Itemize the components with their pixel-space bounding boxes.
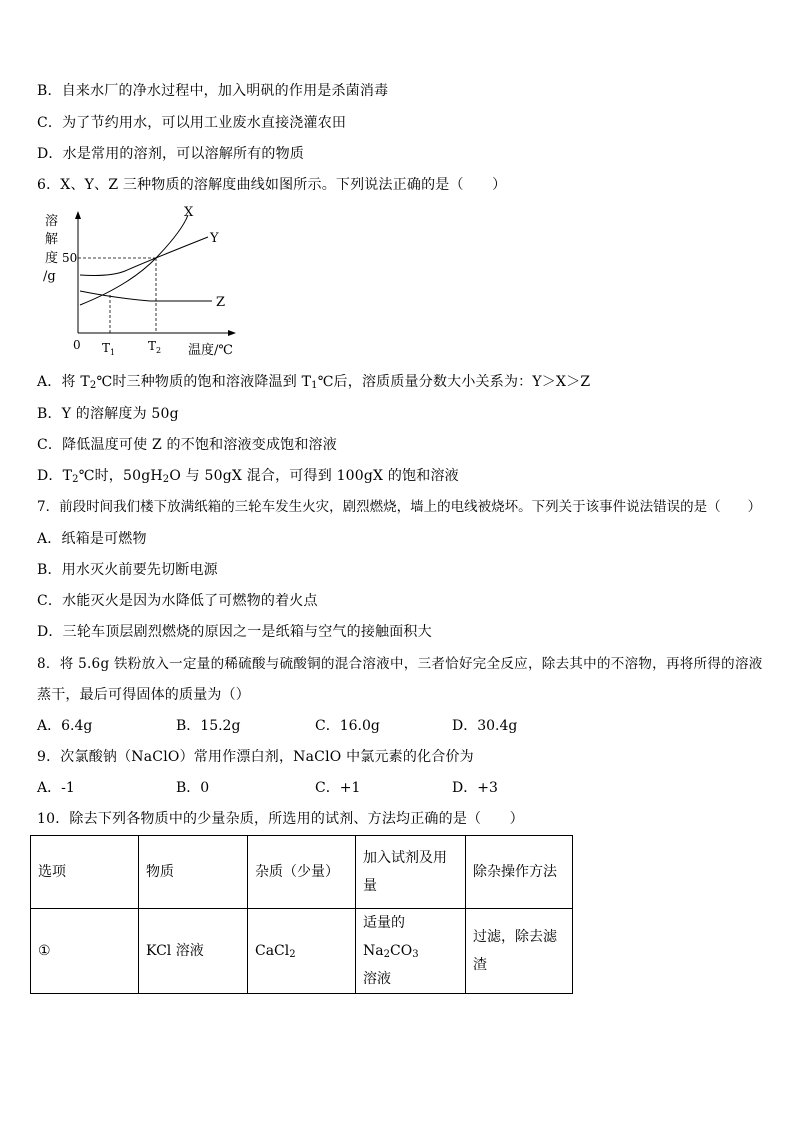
curve-z-label: Z — [216, 295, 226, 310]
header-reagent: 加入试剂及用量 — [356, 836, 466, 909]
curve-y-label: Y — [210, 231, 219, 246]
q9-option-b: B．0 — [176, 780, 210, 796]
q6-option-d: D．$T_2℃$时，$50gH_2O$ 与 50gX 混合，可得到 100gX 的饱和溶液 — [37, 468, 459, 485]
origin-label: 0 — [73, 338, 81, 352]
q7-option-c: C．水能灭火是因为水降低了可燃物的着火点 — [37, 593, 318, 609]
cell-reagent: 适量的 $Na_2CO_3$ 溶液 — [356, 909, 466, 994]
q7-option-d: D．三轮车顶层剧烈燃烧的原因之一是纸箱与空气的接触面积大 — [37, 624, 432, 640]
header-method: 除杂操作方法 — [466, 836, 573, 909]
q9-stem: 9．次氯酸钠（NaClO）常用作漂白剂，NaClO 中氯元素的化合价为 — [37, 749, 474, 765]
q6-option-b: B．Y 的溶解度为 50g — [37, 406, 179, 422]
x-axis-arrow — [228, 330, 236, 336]
curve-y — [80, 237, 208, 276]
y-label-unit: /g — [43, 269, 56, 284]
q6-option-c: C．降低温度可使 Z 的不饱和溶液变成饱和溶液 — [37, 437, 337, 453]
cell-method: 过滤，除去滤渣 — [466, 909, 573, 994]
q7-stem: 7．前段时间我们楼下放满纸箱的三轮车发生火灾，剧烈燃烧，墙上的电线被烧坏。下列关于该事件说法错误的是（ ） — [37, 499, 762, 515]
q6-stem: 6．X、Y、Z 三种物质的溶解度曲线如图所示。下列说法正确的是（ ） — [37, 177, 507, 193]
q9-option-d: D．+3 — [452, 780, 498, 796]
q5-option-d: D．水是常用的溶剂，可以溶解所有的物质 — [37, 146, 305, 162]
t2-label: $T_2$ — [148, 339, 162, 355]
solubility-graph — [40, 205, 240, 360]
curve-x — [80, 215, 188, 305]
cell-substance: KCl 溶液 — [139, 909, 248, 994]
header-impurity: 杂质（少量） — [248, 836, 356, 909]
t1-label: $T_1$ — [102, 341, 116, 357]
q6-option-a: A．将 $T_2℃$时三种物质的饱和溶液降温到 $T_1℃$后，溶质质量分数大小关系为：Y＞X＞Z — [37, 374, 591, 391]
q8-option-c: C．16.0g — [315, 718, 380, 734]
q8-option-b: B．15.2g — [176, 718, 241, 734]
y-tick-50: 50 — [62, 251, 78, 265]
y-label-char: 解 — [45, 232, 59, 247]
q5-option-c: C．为了节约用水，可以用工业废水直接浇灌农田 — [37, 115, 347, 131]
q9-option-a: A．-1 — [37, 780, 75, 796]
x-axis-label: 温度/℃ — [188, 343, 233, 358]
q10-stem: 10．除去下列各物质中的少量杂质，所选用的试剂、方法均正确的是（ ） — [37, 811, 524, 827]
q9-option-c: C．+1 — [315, 780, 361, 796]
cell-impurity: CaCl$_2$ — [248, 909, 356, 994]
table-row — [31, 909, 573, 994]
y-label-char: 度 — [45, 251, 59, 266]
header-substance: 物质 — [139, 836, 248, 909]
q10-table — [30, 835, 573, 994]
q7-option-b: B．用水灭火前要先切断电源 — [37, 562, 218, 578]
q8-stem-line1: 8．将 5.6g 铁粉放入一定量的稀硫酸与硫酸铜的混合溶液中，三者恰好完全反应，除去其中的不溶物，再将所得的溶液 — [37, 656, 763, 672]
q8-stem-line2: 蒸干，最后可得固体的质量为（） — [37, 687, 250, 703]
curve-x-label: X — [184, 205, 194, 220]
q5-option-b: B．自来水厂的净水过程中，加入明矾的作用是杀菌消毒 — [37, 83, 389, 99]
y-label-char: 溶 — [45, 214, 59, 229]
y-axis-arrow — [75, 211, 81, 219]
q8-option-d: D．30.4g — [452, 718, 518, 734]
q8-option-a: A．6.4g — [37, 718, 93, 734]
q7-option-a: A．纸箱是可燃物 — [37, 531, 147, 547]
table-header-row — [31, 836, 573, 909]
cell-option: ① — [31, 909, 139, 994]
header-option: 选项 — [31, 836, 139, 909]
